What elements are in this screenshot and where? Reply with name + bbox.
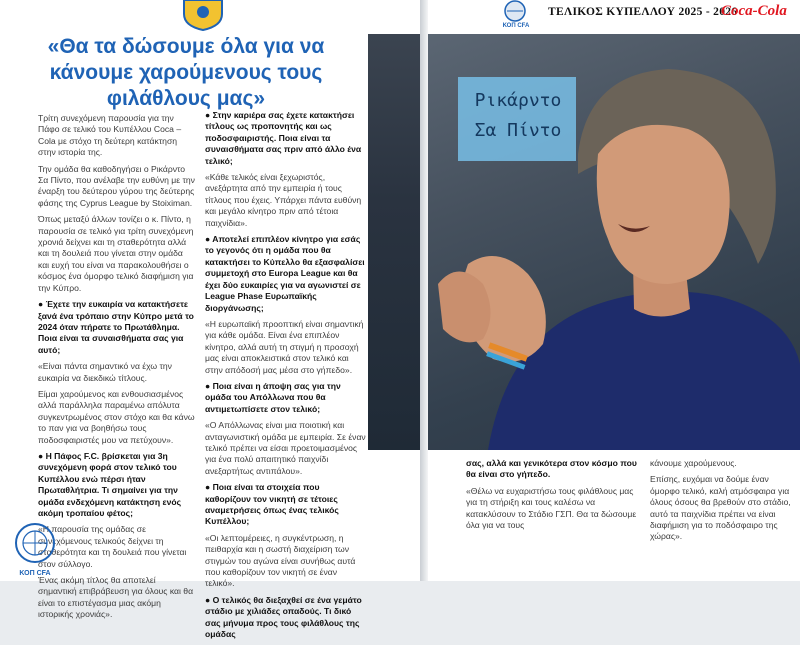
interview-question: σας, αλλά και γενικότερα στον κόσμο που θα είναι στο γήπεδο. — [466, 458, 637, 480]
article-paragraph: «Θέλω να ευχαριστήσω τους φιλάθλους μας για τη στήριξη και τους καλέσω να κατακλύσουν το Στάδιο ΓΣΠ. Θα τα δώσουμε όλα για να τους — [466, 485, 637, 531]
coach-photo-left-part — [368, 34, 420, 450]
article-paragraph: «Είναι πάντα σημαντικό να έχω την ευκαιρία να διεκδικώ τίτλους. — [38, 361, 172, 383]
name-caption-last: Σα Πίντο — [474, 120, 562, 141]
article-paragraph: Τρίτη συνεχόμενη παρουσία για την Πάφο σε τελικό του Κυπέλλου Coca – Cola με στόχο τη δεύτερη κατάκτηση στην ιστορία της. — [38, 113, 182, 158]
article-headline: «Θα τα δώσουμε όλα για να κάνουμε χαρούμενους τους φιλάθλους μας» — [47, 35, 325, 110]
article-column-4 — [650, 458, 800, 548]
article-paragraph: κάνουμε χαρούμενους. — [650, 458, 737, 468]
article-paragraph: «Κάθε τελικός είναι ξεχωριστός, ανεξάρτητα από την εμπειρία ή τους τίτλους που έχεις. Υπάρχει πάντα ευθύνη και μεγάλο κίνητρο πριν από τέτοια παιχνίδια». — [205, 172, 362, 228]
header-crest-label: ΚΟΠ CFA — [502, 23, 530, 29]
article-paragraph: «Η παρουσία της ομάδας σε συνεχόμενους τελικούς δείχνει τη σταθερότητα και τη δουλειά που γίνεται στον σύλλογο. — [38, 524, 187, 569]
article-paragraph: Όπως μεταξύ άλλων τονίζει ο κ. Πίντο, η παρουσία σε τελικό για τρίτη συνεχόμενη χρονιά δείχνει και τη σταθερότητα αλλά και τη δουλειά που γίνεται στην ομάδα και ευχή του είναι να παρακολουθήσει ο κόσμος ένα όμορφο τελικό διαφήμιση για την Κύπρο. — [38, 214, 194, 293]
article-paragraph: «Η ευρωπαϊκή προοπτική είναι σημαντική για κάθε ομάδα. Είναι ένα επιπλέον κίνητρο, αλλά αυτή τη στιγμή η προσοχή μας είναι αποκλειστικά στον τελικό και στην απόδοσή μας μέσα στο γήπεδο». — [205, 318, 364, 375]
article-column-1 — [38, 113, 196, 626]
interview-question: ● Ο τελικός θα διεξαχθεί σε ένα γεμάτο στάδιο με χιλιάδες οπαδούς. Τι δικό σας μήνυμα προς τους φιλάθλους της ομάδας — [205, 594, 362, 640]
sponsor-logo: Coca-Cola — [721, 3, 787, 19]
interview-question: ● Έχετε την ευκαιρία να κατακτήσετε ξανά ένα τρόπαιο στην Κύπρο μετά το 2024 όταν πήρατε το Πρωτάθλημα. Ποια είναι τα συναισθήματα σας για αυτό; — [38, 299, 194, 355]
page-header — [428, 0, 800, 29]
interview-question: ● Ποια είναι τα στοιχεία που καθορίζουν τον νικητή σε τέτοιες αναμετρήσεις όπως ένας τελικός Κυπέλλου; — [205, 482, 339, 527]
club-crest-icon — [180, 0, 226, 30]
article-paragraph: Επίσης, ευχόμαι να δούμε έναν όμορφο τελικό, καλή ατμόσφαιρα για όλους όσους θα βρεθούν στο στάδιο, αυτό τα παιχνίδια πρέπει να είναι διαφήμιση για το ποδόσφαιρο της χώρας». — [650, 474, 791, 542]
header-title: ΤΕΛΙΚΟΣ ΚΥΠΕΛΛΟΥ 2025 - 2026 — [548, 6, 738, 18]
article-paragraph: Ένας ακόμη τίτλος θα αποτελεί σημαντική επιβράβευση για όλους και θα είναι το επιστέγασμα μιας ακόμη ιστορικής χρονιάς». — [38, 575, 194, 620]
cfa-emblem-icon — [10, 521, 60, 565]
interview-question: ● Στην καριέρα σας έχετε κατακτήσει τίτλους ως προπονητής και ως ποδοσφαιριστής. Ποια είναι τα συναισθήματα σας πριν από άλλο ένα τελικό; — [205, 110, 362, 166]
page-gutter — [420, 0, 428, 581]
cfa-logo — [10, 521, 60, 577]
cfa-emblem-icon — [498, 0, 532, 22]
coach-photo — [428, 34, 800, 450]
name-caption — [462, 86, 574, 146]
interview-question: ● Αποτελεί επιπλέον κίνητρο για εσάς το γεγονός ότι η ομάδα που θα κατακτήσει το Κύπελλο θα εξασφαλίσει συμμετοχή στο Europa League και θα έχει δύο ευκαιρίες για να αγωνιστεί σε League Phase Ευρωπαϊκής διοργάνωσης; — [205, 234, 365, 313]
article-paragraph: Την ομάδα θα καθοδηγήσει ο Ρικάρντο Σα Πίντο, που ανέλαβε την ευθύνη με την έναρξη του δεύτερου γύρου της δεύτερης φάσης της Cyprus League by Stoiximan. — [38, 163, 195, 208]
name-caption-first: Ρικάρντο — [474, 90, 562, 111]
interview-question: ● Η Πάφος F.C. βρίσκεται για 3η συνεχόμενη φορά στον τελικό του Κυπέλλου ενώ πέρσι ήταν Πρωταθλήτρια. Τι σημαίνει για την ομάδα ενδεχόμενη κατάκτηση ενός ακόμη τροπαίου φέτος; — [38, 450, 182, 518]
article-paragraph: «Οι λεπτομέρειες, η συγκέντρωση, η πειθαρχία και η σωστή διαχείριση των στιγμών του αγώνα είναι συνήθως αυτά που καθορίζουν τον νικητή σε έναν τελικό». — [205, 532, 356, 589]
article-paragraph: «Ο Απόλλωνας είναι μια ποιοτική και ανταγωνιστική ομάδα με εμπειρία. Σε έναν τελικό πρέπει να είσαι προετοιμασμένος για ένα πολύ απαιτητικό παιχνίδι ανεξαρτήτως αντιπάλου». — [205, 420, 366, 476]
cfa-logo-label: ΚΟΠ CFA — [19, 570, 51, 577]
right-page — [428, 0, 800, 581]
article-column-2 — [205, 110, 367, 645]
article-paragraph: Είμαι χαρούμενος και ενθουσιασμένος αλλά παράλληλα παραμένω απόλυτα συγκεντρωμένος στον στόχο και θα κάνω το παν για να βοηθήσω τους ποδοσφαιριστές μου να πετύχουν». — [38, 388, 195, 445]
article-column-3 — [466, 458, 638, 536]
interview-question: ● Ποια είναι η άποψη σας για την ομάδα του Απόλλωνα που θα αντιμετωπίσετε στον τελικό; — [205, 380, 341, 414]
